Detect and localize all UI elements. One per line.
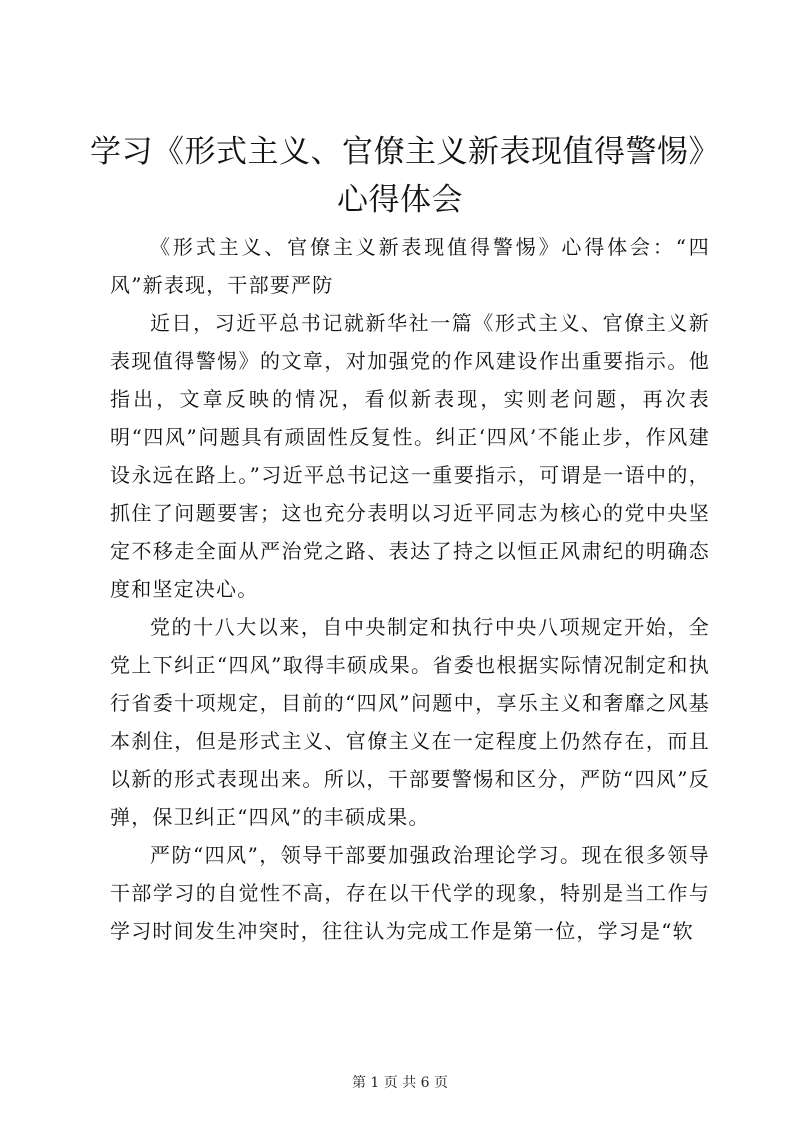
title-line-1: 学习《形式主义、官僚主义新表现值得警惕》 xyxy=(90,134,720,170)
page-number: 第 1 页 共 6 页 xyxy=(351,1075,449,1091)
document-body xyxy=(110,228,710,950)
paragraph-3: 严防“四风”，领导干部要加强政治理论学习。现在很多领导干部学习的自觉性不高，存在以干代学的现象，特别是当工作与学习时间发生冲突时，往往认为完成工作是第一位，学习是“软 xyxy=(110,843,710,943)
page-footer xyxy=(0,1073,800,1093)
document-title xyxy=(90,128,720,224)
paragraph-1: 近日，习近平总书记就新华社一篇《形式主义、官僚主义新表现值得警惕》的文章，对加强党的作风建设作出重要指示。他指出，文章反映的情况，看似新表现，实则老问题，再次表明“四风”问题具有顽固性反复性。纠正‘四风’不能止步，作风建设永远在路上。”习近平总书记这一重要指示，可谓是一语中的，抓住了问题要害；这也充分表明以习近平同志为核心的党中央坚定不移走全面从严治党之路、表达了持之以恒正风肃纪的明确态度和坚定决心。 xyxy=(110,311,710,601)
paragraph-2: 党的十八大以来，自中央制定和执行中央八项规定开始，全党上下纠正“四风”取得丰硕成果。省委也根据实际情况制定和执行省委十项规定，目前的“四风”问题中，享乐主义和奢靡之风基本刹住，但是形式主义、官僚主义在一定程度上仍然存在，而且以新的形式表现出来。所以，干部要警惕和区分，严防“四风”反弹，保卫纠正“四风”的丰硕成果。 xyxy=(110,615,710,829)
paragraph-subtitle: 《形式主义、官僚主义新表现值得警惕》心得体会：“四风”新表现，干部要严防 xyxy=(110,235,710,297)
title-line-2: 心得体会 xyxy=(337,182,463,218)
